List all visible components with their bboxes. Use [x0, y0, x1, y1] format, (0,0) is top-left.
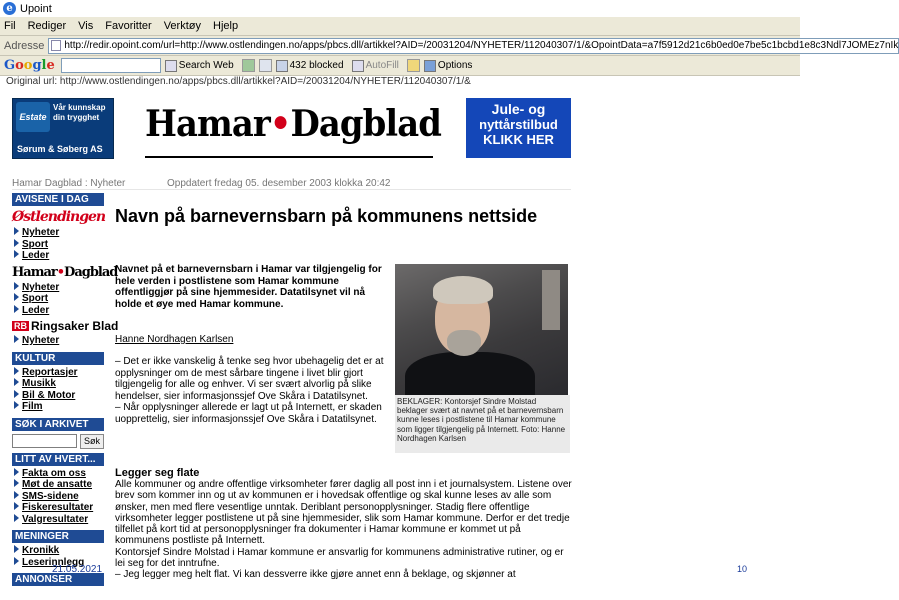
- ringsaker-blad-logo[interactable]: RB Ringsaker Blad: [14, 319, 119, 333]
- window-title: Upoint: [20, 2, 52, 15]
- arrow-right-icon: [14, 491, 19, 499]
- arrow-right-icon: [14, 378, 19, 386]
- slide-page-number: 10: [737, 564, 748, 574]
- sidebar-heading-annonser: ANNONSER: [12, 573, 104, 586]
- sidebar-item-rb-nyheter[interactable]: Nyheter: [12, 335, 104, 347]
- page-icon: [51, 40, 61, 51]
- sidebar-item-bil-motor[interactable]: Bil & Motor: [12, 390, 104, 402]
- ad-line-2: nyttårstilbud: [479, 117, 558, 132]
- estate-logo: Estate: [16, 102, 50, 132]
- arrow-right-icon: [14, 367, 19, 375]
- sidebar-item-ost-leder[interactable]: Leder: [12, 250, 104, 262]
- arrow-right-icon: [14, 502, 19, 510]
- sidebar-item-leserinnlegg[interactable]: Leserinnlegg: [12, 557, 104, 569]
- sidebar-item-fisk[interactable]: Fiskeresultater: [12, 502, 104, 514]
- popup-blocker-button[interactable]: 432 blocked: [276, 60, 344, 72]
- archive-search-button[interactable]: Søk: [80, 434, 104, 449]
- pagerank-icon[interactable]: [242, 59, 255, 72]
- options-icon: [424, 60, 436, 72]
- arrow-right-icon: [14, 514, 19, 522]
- menu-view[interactable]: Vis: [78, 20, 94, 32]
- article-headline: Navn på barnevernsbarn på kommunens nettside: [115, 206, 538, 226]
- article-photo: [395, 264, 568, 395]
- sidebar-item-musikk[interactable]: Musikk: [12, 378, 104, 390]
- address-bar: [0, 36, 899, 56]
- ad-click-here: KLIKK HER: [483, 132, 554, 147]
- arrow-right-icon: [14, 401, 19, 409]
- masthead-rule: [145, 156, 433, 158]
- sidebar-item-ansatte[interactable]: Møt de ansatte: [12, 479, 104, 491]
- sidebar-item-reportasjer[interactable]: Reportasjer: [12, 367, 104, 379]
- arrow-right-icon: [14, 227, 19, 235]
- autofill-icon: [352, 60, 364, 72]
- article-subheading: Legger seg flate: [115, 467, 200, 479]
- menu-bar: [0, 17, 800, 36]
- arrow-right-icon: [14, 239, 19, 247]
- google-logo[interactable]: Google: [4, 58, 55, 73]
- search-icon: [165, 60, 177, 72]
- internet-explorer-icon: e: [3, 2, 16, 15]
- google-toolbar: [0, 56, 800, 76]
- sidebar-item-hd-leder[interactable]: Leder: [12, 305, 104, 317]
- ad-line-1: Jule- og: [491, 101, 546, 117]
- archive-search-input[interactable]: [12, 434, 77, 448]
- sidebar-item-film[interactable]: Film: [12, 401, 104, 413]
- sidebar-item-kronikk[interactable]: Kronikk: [12, 545, 104, 557]
- menu-file[interactable]: Fil: [4, 20, 16, 32]
- sidebar-heading-meninger: MENINGER: [12, 530, 104, 543]
- updated-timestamp: Oppdatert fredag 05. desember 2003 klokka 20:42: [167, 178, 391, 189]
- arrow-right-icon: [14, 282, 19, 290]
- sidebar-item-hd-sport[interactable]: Sport: [12, 293, 104, 305]
- highlight-icon[interactable]: [407, 59, 420, 72]
- sidebar-item-ost-sport[interactable]: Sport: [12, 239, 104, 251]
- sidebar-heading-litt: LITT AV HVERT...: [12, 453, 104, 466]
- arrow-right-icon: [14, 545, 19, 553]
- web-page: [0, 89, 800, 600]
- page-info-icon[interactable]: [259, 59, 272, 72]
- arrow-right-icon: [14, 390, 19, 398]
- arrow-right-icon: [14, 250, 19, 258]
- arrow-right-icon: [14, 468, 19, 476]
- sidebar-item-valg[interactable]: Valgresultater: [12, 514, 104, 526]
- menu-favorites[interactable]: Favoritter: [105, 20, 152, 32]
- search-web-button[interactable]: Search Web: [165, 60, 234, 72]
- article-paragraph: – Det er ikke vanskelig å tenke seg hvor ubehagelig det er at opplysninger om de mest sårbare tingene i livet blir gjort tilgjengelig for alle og enhver. Vi ser svært alvorlig på slike hendelser, sier informasjonssjef Ove Skåra i Datatilsynet. – Når opplysninger allerede er lagt ut på Internett, er skaden uopprettelig, sier informasjonssjef Ove Skåra i Datatilsynet.: [115, 356, 384, 425]
- section-crumb: Hamar Dagblad : Nyheter: [12, 178, 126, 189]
- ad-slogan: Vår kunnskap din trygghet: [53, 103, 106, 122]
- sidebar-heading-sok: SØK I ARKIVET: [12, 418, 104, 431]
- sidebar-heading-avisene: AVISENE I DAG: [12, 193, 104, 206]
- sidebar-heading-kultur: KULTUR: [12, 352, 104, 365]
- sidebar: [12, 193, 119, 588]
- google-search-input[interactable]: [61, 58, 161, 73]
- menu-tools[interactable]: Verktøy: [163, 20, 201, 32]
- article-lead: Navnet på et barnevernsbarn i Hamar var tilgjengelig for hele verden i postlistene som Hamar kommune offentliggjør på sine hjemmesider. Datatilsynet vil nå holde et øye med Hamar kommune.: [115, 264, 382, 310]
- divider: [12, 189, 571, 190]
- arrow-right-icon: [14, 293, 19, 301]
- christmas-offer-ad-banner[interactable]: [466, 98, 571, 158]
- sidebar-item-hd-nyheter[interactable]: Nyheter: [12, 282, 104, 294]
- address-url: http://redir.opoint.com/url=http://www.ostlendingen.no/apps/pbcs.dll/artikkel?AID=/20031204/NYHETER/112040307/1/&OpointData=a7f5912d21c6b0ed0e7be5c1bcbd1e8c3Ndl7JOMEz7nIk: [64, 40, 899, 51]
- arrow-right-icon: [14, 557, 19, 565]
- article-byline[interactable]: Hanne Nordhagen Karlsen: [115, 334, 234, 345]
- sidebar-item-fakta[interactable]: Fakta om oss: [12, 468, 104, 480]
- address-input[interactable]: [48, 38, 899, 54]
- sidebar-item-sms[interactable]: SMS-sidene: [12, 491, 104, 503]
- address-label: Adresse: [4, 39, 45, 52]
- ostlendingen-logo[interactable]: Østlendingen: [12, 209, 106, 225]
- estate-ad-banner[interactable]: [12, 98, 114, 159]
- arrow-right-icon: [14, 305, 19, 313]
- autofill-button[interactable]: AutoFill: [352, 60, 399, 72]
- ad-firm-name: Sørum & Søberg AS: [17, 144, 103, 154]
- arrow-right-icon: [14, 479, 19, 487]
- slide-date: 21.05.2021: [52, 564, 103, 575]
- breadcrumb: [12, 178, 571, 188]
- article-body: Alle kommuner og andre offentlige virksomheter fører daglig all post inn i et journalsystem. Listene over brev som kommer inn og ut av kommunen er i hovedsak offentlige og skal kunne leses av alle som ønsker, men med flere vesentlige unntak. Deriblant personopplysninger. Stadig flere offentlige virksomheter legger postlistene ut på sine hjemmesider, slik som Hamar kommune. Derfor er det tredje tilfellet på kort tid at personopplysninger fra dokumenter i Hamar kommune er kommet ut på kommunens postliste på Internett. Kontorsjef Sindre Molstad i Hamar kommune er ansvarlig for kommunens administrative rutiner, og er lei seg for det inntrufne. – Jeg legger meg helt flat. Vi kan dessverre ikke gjøre annet enn å beklage, og skjønner at: [115, 479, 572, 581]
- archive-search: [12, 434, 104, 449]
- popup-blocked-icon: [276, 60, 288, 72]
- photo-caption: BEKLAGER: Kontorsjef Sindre Molstad beklager svært at navnet på et barnevernsbarn kunne leses i postlistene til Hamar kommune som ligger tilgjengelig på Internett. Foto: Hanne Nordhagen Karlsen: [395, 395, 570, 453]
- window-titlebar: [0, 0, 800, 17]
- options-button[interactable]: Options: [424, 60, 472, 72]
- hamar-dagblad-logo[interactable]: Hamar•Dagblad: [12, 264, 118, 280]
- sidebar-item-ost-nyheter[interactable]: Nyheter: [12, 227, 104, 239]
- original-url: Original url: http://www.ostlendingen.no/apps/pbcs.dll/artikkel?AID=/20031204/NYHETER/112040307/1/&: [0, 76, 800, 89]
- menu-help[interactable]: Hjelp: [213, 20, 239, 32]
- arrow-right-icon: [14, 335, 19, 343]
- hamar-dagblad-masthead[interactable]: Hamar•Dagblad: [145, 103, 441, 145]
- menu-edit[interactable]: Rediger: [27, 20, 67, 32]
